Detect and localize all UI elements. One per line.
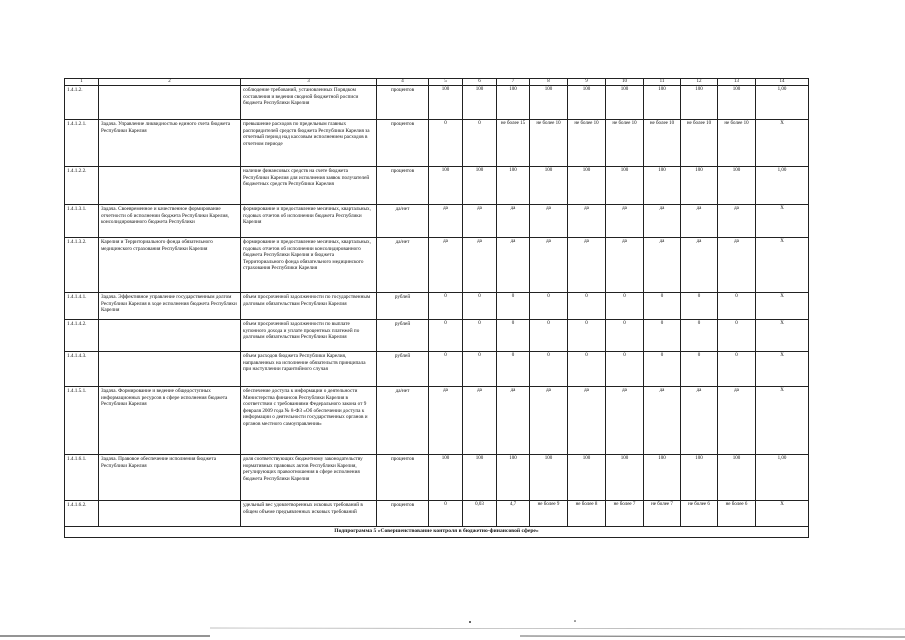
indicator-cell: объем просроченной задолженности по выплате купонного дохода и уплате процентных платежей по долговым обязательствам Республики Карелия — [241, 320, 377, 352]
value-cell: да — [463, 238, 497, 293]
column-number: 13 — [718, 79, 756, 86]
value-cell: 0 — [718, 320, 756, 352]
unit-cell: процентов — [377, 120, 429, 167]
table-row — [65, 293, 809, 320]
subprogram-title: Подпрограмма 5 «Совершенствование контроля в бюджетно-финансовой сфере» — [65, 527, 809, 538]
indicator-cell: наличие финансовых средств на счете бюджета Республики Карелия для исполнения заявок получателей бюджетных средств Республики Карелия — [241, 167, 377, 205]
row-code: 1.4.1.4.2. — [65, 320, 99, 352]
value-cell: 100 — [681, 167, 718, 205]
final-value-cell: Х — [756, 205, 809, 238]
final-value-cell: Х — [756, 238, 809, 293]
row-code: 1.4.1.6.2. — [65, 501, 99, 527]
value-cell: 0 — [644, 320, 681, 352]
value-cell: 100 — [429, 86, 463, 120]
value-cell: не более 15 — [497, 120, 530, 167]
value-cell: да — [681, 205, 718, 238]
value-cell: 0 — [644, 293, 681, 320]
unit-cell: да/нет — [377, 387, 429, 455]
value-cell: 0,03 — [463, 501, 497, 527]
indicator-cell: формирование и предоставление месячных, квартальных, годовых отчетов об исполнении бюджета Республики Карелия — [241, 205, 377, 238]
value-cell: да — [606, 387, 644, 455]
final-value-cell: Х — [756, 120, 809, 167]
value-cell: 100 — [644, 86, 681, 120]
value-cell: не более 6 — [718, 501, 756, 527]
row-code: 1.4.1.5.1. — [65, 387, 99, 455]
value-cell: не более 7 — [606, 501, 644, 527]
unit-cell: процентов — [377, 501, 429, 527]
task-cell: Задача. Управление ликвидностью единого счета бюджета Республики Карелия — [99, 120, 241, 167]
column-number: 6 — [463, 79, 497, 86]
table-row — [65, 455, 809, 501]
value-cell: да — [463, 387, 497, 455]
indicator-cell: формирование и предоставление месячных, квартальных, годовых отчетов об исполнении консолидированного бюджета Республики Карелия и бюджета Территориального фонда обязательного медицинского страхования Республики Карелия — [241, 238, 377, 293]
value-cell: 100 — [718, 455, 756, 501]
value-cell: да — [497, 205, 530, 238]
final-value-cell: Х — [756, 501, 809, 527]
task-cell — [99, 86, 241, 120]
table-row — [65, 120, 809, 167]
value-cell: 100 — [497, 86, 530, 120]
column-number: 4 — [377, 79, 429, 86]
column-number: 9 — [568, 79, 606, 86]
value-cell: да — [429, 238, 463, 293]
value-cell: 0 — [429, 293, 463, 320]
row-code: 1.4.1.3.2. — [65, 238, 99, 293]
column-number: 10 — [606, 79, 644, 86]
value-cell: да — [644, 387, 681, 455]
task-cell: Задача. Формирование и ведение общедоступных информационных ресурсов в сфере исполнения бюджета Республики Карелия — [99, 387, 241, 455]
value-cell: 0 — [463, 293, 497, 320]
value-cell: 100 — [568, 455, 606, 501]
value-cell: да — [530, 238, 568, 293]
value-cell: 0 — [530, 293, 568, 320]
value-cell: 100 — [606, 86, 644, 120]
value-cell: 4,7 — [497, 501, 530, 527]
column-number: 5 — [429, 79, 463, 86]
value-cell: 100 — [644, 455, 681, 501]
value-cell: 0 — [606, 352, 644, 387]
unit-cell: рублей — [377, 352, 429, 387]
value-cell: 0 — [429, 501, 463, 527]
indicator-cell: превышение расходов по предельным главных распорядителей средств бюджета Республики Карелия за отчетный период над кассовым исполнением расходов в отчетном периоде — [241, 120, 377, 167]
value-cell: да — [568, 238, 606, 293]
unit-cell: рублей — [377, 320, 429, 352]
value-cell: 100 — [530, 86, 568, 120]
value-cell: да — [718, 387, 756, 455]
column-number: 8 — [530, 79, 568, 86]
unit-cell: рублей — [377, 293, 429, 320]
unit-cell: да/нет — [377, 205, 429, 238]
value-cell: 100 — [681, 86, 718, 120]
value-cell: 0 — [568, 320, 606, 352]
value-cell: 100 — [644, 167, 681, 205]
value-cell: 0 — [429, 352, 463, 387]
value-cell: 0 — [568, 352, 606, 387]
value-cell: да — [606, 205, 644, 238]
value-cell: не более 10 — [718, 120, 756, 167]
final-value-cell: Х — [756, 320, 809, 352]
indicator-cell: удельный вес удовлетворенных исковых требований в общем объеме предъявленных исковых требований — [241, 501, 377, 527]
row-code: 1.4.1.2. — [65, 86, 99, 120]
table-row — [65, 167, 809, 205]
table-row — [65, 86, 809, 120]
value-cell: да — [644, 238, 681, 293]
value-cell: не более 10 — [681, 120, 718, 167]
final-value-cell: Х — [756, 293, 809, 320]
unit-cell: процентов — [377, 167, 429, 205]
value-cell: 0 — [463, 352, 497, 387]
value-cell: 100 — [568, 86, 606, 120]
value-cell: 0 — [497, 293, 530, 320]
value-cell: не более 10 — [606, 120, 644, 167]
value-cell: да — [681, 238, 718, 293]
row-code: 1.4.1.4.3. — [65, 352, 99, 387]
column-number-row — [65, 79, 809, 86]
value-cell: 100 — [463, 167, 497, 205]
value-cell: 0 — [497, 320, 530, 352]
value-cell: да — [644, 205, 681, 238]
value-cell: не более 10 — [644, 120, 681, 167]
value-cell: 100 — [606, 455, 644, 501]
document-sheet — [64, 78, 808, 538]
table-row — [65, 320, 809, 352]
value-cell: не более 8 — [568, 501, 606, 527]
value-cell: 100 — [463, 455, 497, 501]
value-cell: да — [497, 238, 530, 293]
column-number: 3 — [241, 79, 377, 86]
indicator-cell: соблюдение требований, установленных Порядком составления и ведения сводной бюджетной росписи бюджета Республики Карелия — [241, 86, 377, 120]
value-cell: 0 — [644, 352, 681, 387]
indicator-cell: объем просроченной задолженности по государственным долговым обязательствам Республики Карелия — [241, 293, 377, 320]
unit-cell: процентов — [377, 86, 429, 120]
value-cell: не более 10 — [568, 120, 606, 167]
final-value-cell: Х — [756, 387, 809, 455]
row-code: 1.4.1.3.1. — [65, 205, 99, 238]
value-cell: 0 — [718, 293, 756, 320]
final-value-cell: Х — [756, 352, 809, 387]
final-value-cell: 1,00 — [756, 167, 809, 205]
value-cell: 0 — [497, 352, 530, 387]
value-cell: 0 — [429, 320, 463, 352]
value-cell: да — [606, 238, 644, 293]
column-number: 11 — [644, 79, 681, 86]
value-cell: да — [429, 205, 463, 238]
value-cell: не более 9 — [530, 501, 568, 527]
value-cell: 100 — [606, 167, 644, 205]
value-cell: да — [568, 205, 606, 238]
table-row — [65, 387, 809, 455]
task-cell — [99, 167, 241, 205]
value-cell: 0 — [681, 293, 718, 320]
value-cell: не более 10 — [530, 120, 568, 167]
value-cell: 0 — [606, 320, 644, 352]
value-cell: да — [429, 387, 463, 455]
value-cell: не более 6 — [681, 501, 718, 527]
value-cell: 0 — [568, 293, 606, 320]
value-cell: 0 — [429, 120, 463, 167]
value-cell: 0 — [681, 320, 718, 352]
indicators-table — [64, 78, 809, 538]
task-cell — [99, 320, 241, 352]
row-code: 1.4.1.2.2. — [65, 167, 99, 205]
value-cell: 0 — [530, 352, 568, 387]
value-cell: да — [497, 387, 530, 455]
task-cell — [99, 501, 241, 527]
indicator-cell: обеспечение доступа к информации о деятельности Министерства финансов Республики Карелия в соответствии с требованиями Федерального закона от 9 февраля 2009 года № 8-ФЗ «Об обеспечении доступа к информации о деятельности государственных органов и органов местного самоуправления» — [241, 387, 377, 455]
task-cell: Задача. Эффективное управление государственным долгом Республики Карелия в ходе исполнения бюджета Республики Карелия — [99, 293, 241, 320]
task-cell: Задача. Своевременное и качественное формирование отчетности об исполнении бюджета Республики Карелия, консолидированного бюджета Республики — [99, 205, 241, 238]
value-cell: 0 — [606, 293, 644, 320]
value-cell: 100 — [429, 167, 463, 205]
subprogram-footer-row — [65, 527, 809, 538]
value-cell: 100 — [497, 167, 530, 205]
task-cell: Задача. Правовое обеспечение исполнения бюджета Республики Карелия — [99, 455, 241, 501]
final-value-cell: 1,00 — [756, 455, 809, 501]
row-code: 1.4.1.2.1. — [65, 120, 99, 167]
column-number: 7 — [497, 79, 530, 86]
final-value-cell: 1,00 — [756, 86, 809, 120]
table-row — [65, 352, 809, 387]
value-cell: 0 — [463, 120, 497, 167]
task-cell — [99, 352, 241, 387]
column-number: 2 — [99, 79, 241, 86]
value-cell: 100 — [497, 455, 530, 501]
value-cell: 100 — [463, 86, 497, 120]
indicator-cell: доля соответствующих бюджетному законодательству нормативных правовых актов Республики Карелия, регулирующих правоотношения в сфере исполнения бюджета Республики Карелия — [241, 455, 377, 501]
row-code: 1.4.1.6.1. — [65, 455, 99, 501]
value-cell: 0 — [718, 352, 756, 387]
value-cell: 100 — [568, 167, 606, 205]
table-row — [65, 501, 809, 527]
value-cell: да — [530, 387, 568, 455]
value-cell: не более 7 — [644, 501, 681, 527]
table-row — [65, 205, 809, 238]
task-cell: Карелия и Территориального фонда обязательного медицинского страхования Республики Карелия — [99, 238, 241, 293]
value-cell: 100 — [530, 455, 568, 501]
value-cell: 100 — [681, 455, 718, 501]
value-cell: да — [718, 238, 756, 293]
value-cell: 100 — [718, 86, 756, 120]
value-cell: да — [530, 205, 568, 238]
value-cell: да — [568, 387, 606, 455]
value-cell: 100 — [429, 455, 463, 501]
value-cell: 0 — [681, 352, 718, 387]
unit-cell: да/нет — [377, 238, 429, 293]
value-cell: да — [718, 205, 756, 238]
indicator-cell: объем расходов бюджета Республики Карелия, направленных на исполнение обязательств принципала при наступлении гарантийного случая — [241, 352, 377, 387]
value-cell: 100 — [530, 167, 568, 205]
value-cell: 100 — [718, 167, 756, 205]
table-row — [65, 238, 809, 293]
value-cell: 0 — [530, 320, 568, 352]
column-number: 1 — [65, 79, 99, 86]
column-number: 14 — [756, 79, 809, 86]
value-cell: да — [681, 387, 718, 455]
column-number: 12 — [681, 79, 718, 86]
value-cell: 0 — [463, 320, 497, 352]
row-code: 1.4.1.4.1. — [65, 293, 99, 320]
unit-cell: процентов — [377, 455, 429, 501]
value-cell: да — [463, 205, 497, 238]
